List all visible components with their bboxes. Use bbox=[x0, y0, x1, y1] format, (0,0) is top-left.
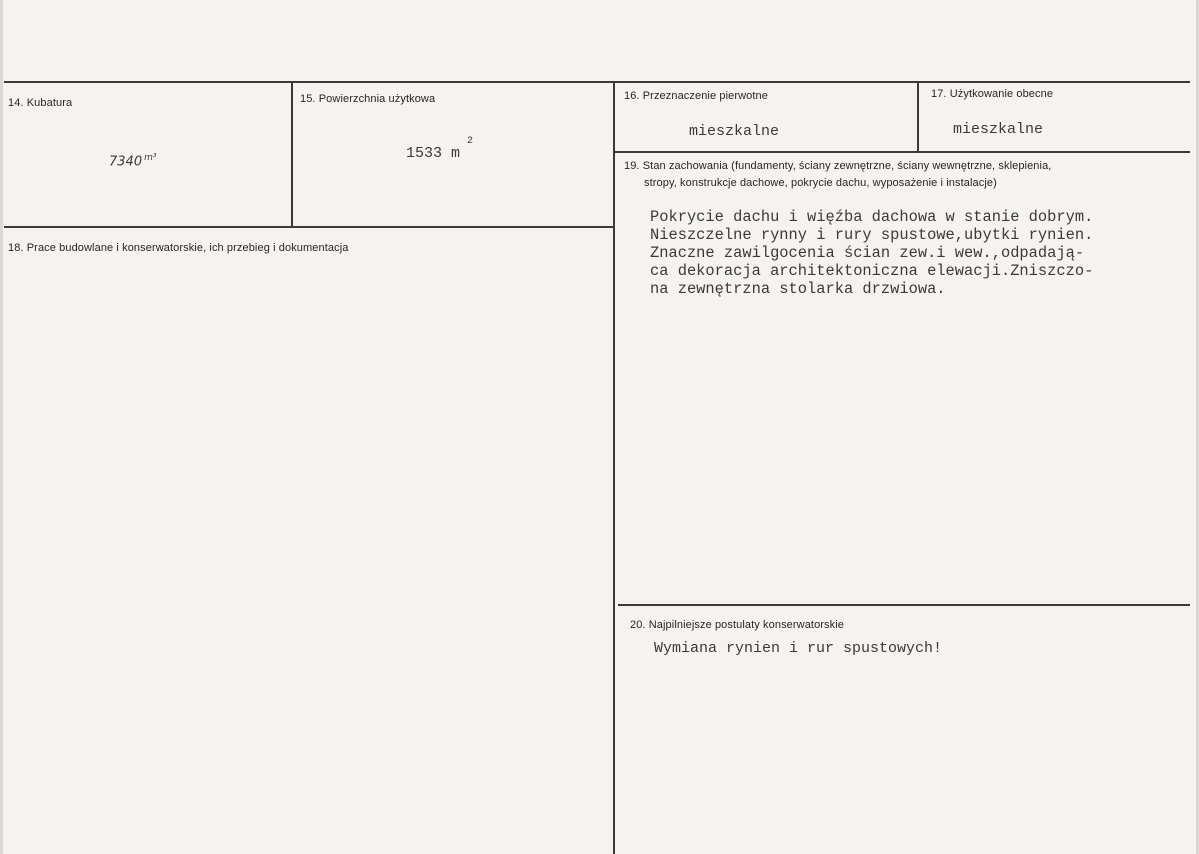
center-divider bbox=[613, 81, 615, 854]
divider-14-15 bbox=[291, 82, 293, 227]
field-15-value: 1533 m bbox=[406, 145, 461, 162]
field-20-text: Wymiana rynien i rur spustowych! bbox=[654, 640, 943, 657]
divider-16-17 bbox=[917, 82, 919, 152]
field-16-label: 16. Przeznaczenie pierwotne bbox=[624, 90, 768, 102]
volume-number: 7340 bbox=[109, 154, 143, 170]
left-edge bbox=[0, 0, 3, 854]
field-17-value: mieszkalne bbox=[953, 121, 1044, 138]
rule-below-16-17 bbox=[614, 151, 1190, 153]
field-17-label: 17. Użytkowanie obecne bbox=[931, 88, 1054, 100]
volume-unit: m³ bbox=[144, 153, 157, 163]
field-20-label: 20. Najpilniejsze postulaty konserwatorskie bbox=[630, 619, 845, 631]
top-rule bbox=[4, 81, 1190, 83]
field-18-label: 18. Prace budowlane i konserwatorskie, ich przebieg i dokumentacja bbox=[8, 242, 349, 254]
rule-below-14-15 bbox=[4, 226, 614, 228]
field-19-label: 19. Stan zachowania (fundamenty, ściany zewnętrzne, ściany wewnętrzne, sklepienia, bbox=[624, 160, 1052, 172]
field-14-label: 14. Kubatura bbox=[8, 97, 73, 109]
field-19-label-continued: stropy, konstrukcje dachowe, pokrycie dachu, wyposażenie i instalacje) bbox=[644, 177, 997, 189]
rule-above-20 bbox=[618, 604, 1190, 606]
field-16-value: mieszkalne bbox=[689, 123, 780, 140]
field-19-text: Pokrycie dachu i więźba dachowa w stanie dobrym. Nieszczelne rynny i rury spustowe,ubytki rynien. Znaczne zawilgocenia ścian zew.i wew.,odpadają- ca dekoracja architektoniczna elewacji.Zniszczo- na zewnętrzna stolarka drzwiowa. bbox=[650, 208, 1094, 298]
field-14-value bbox=[109, 153, 156, 169]
field-15-label: 15. Powierzchnia użytkowa bbox=[300, 93, 436, 105]
field-15-unit-exponent: 2 bbox=[467, 136, 474, 147]
